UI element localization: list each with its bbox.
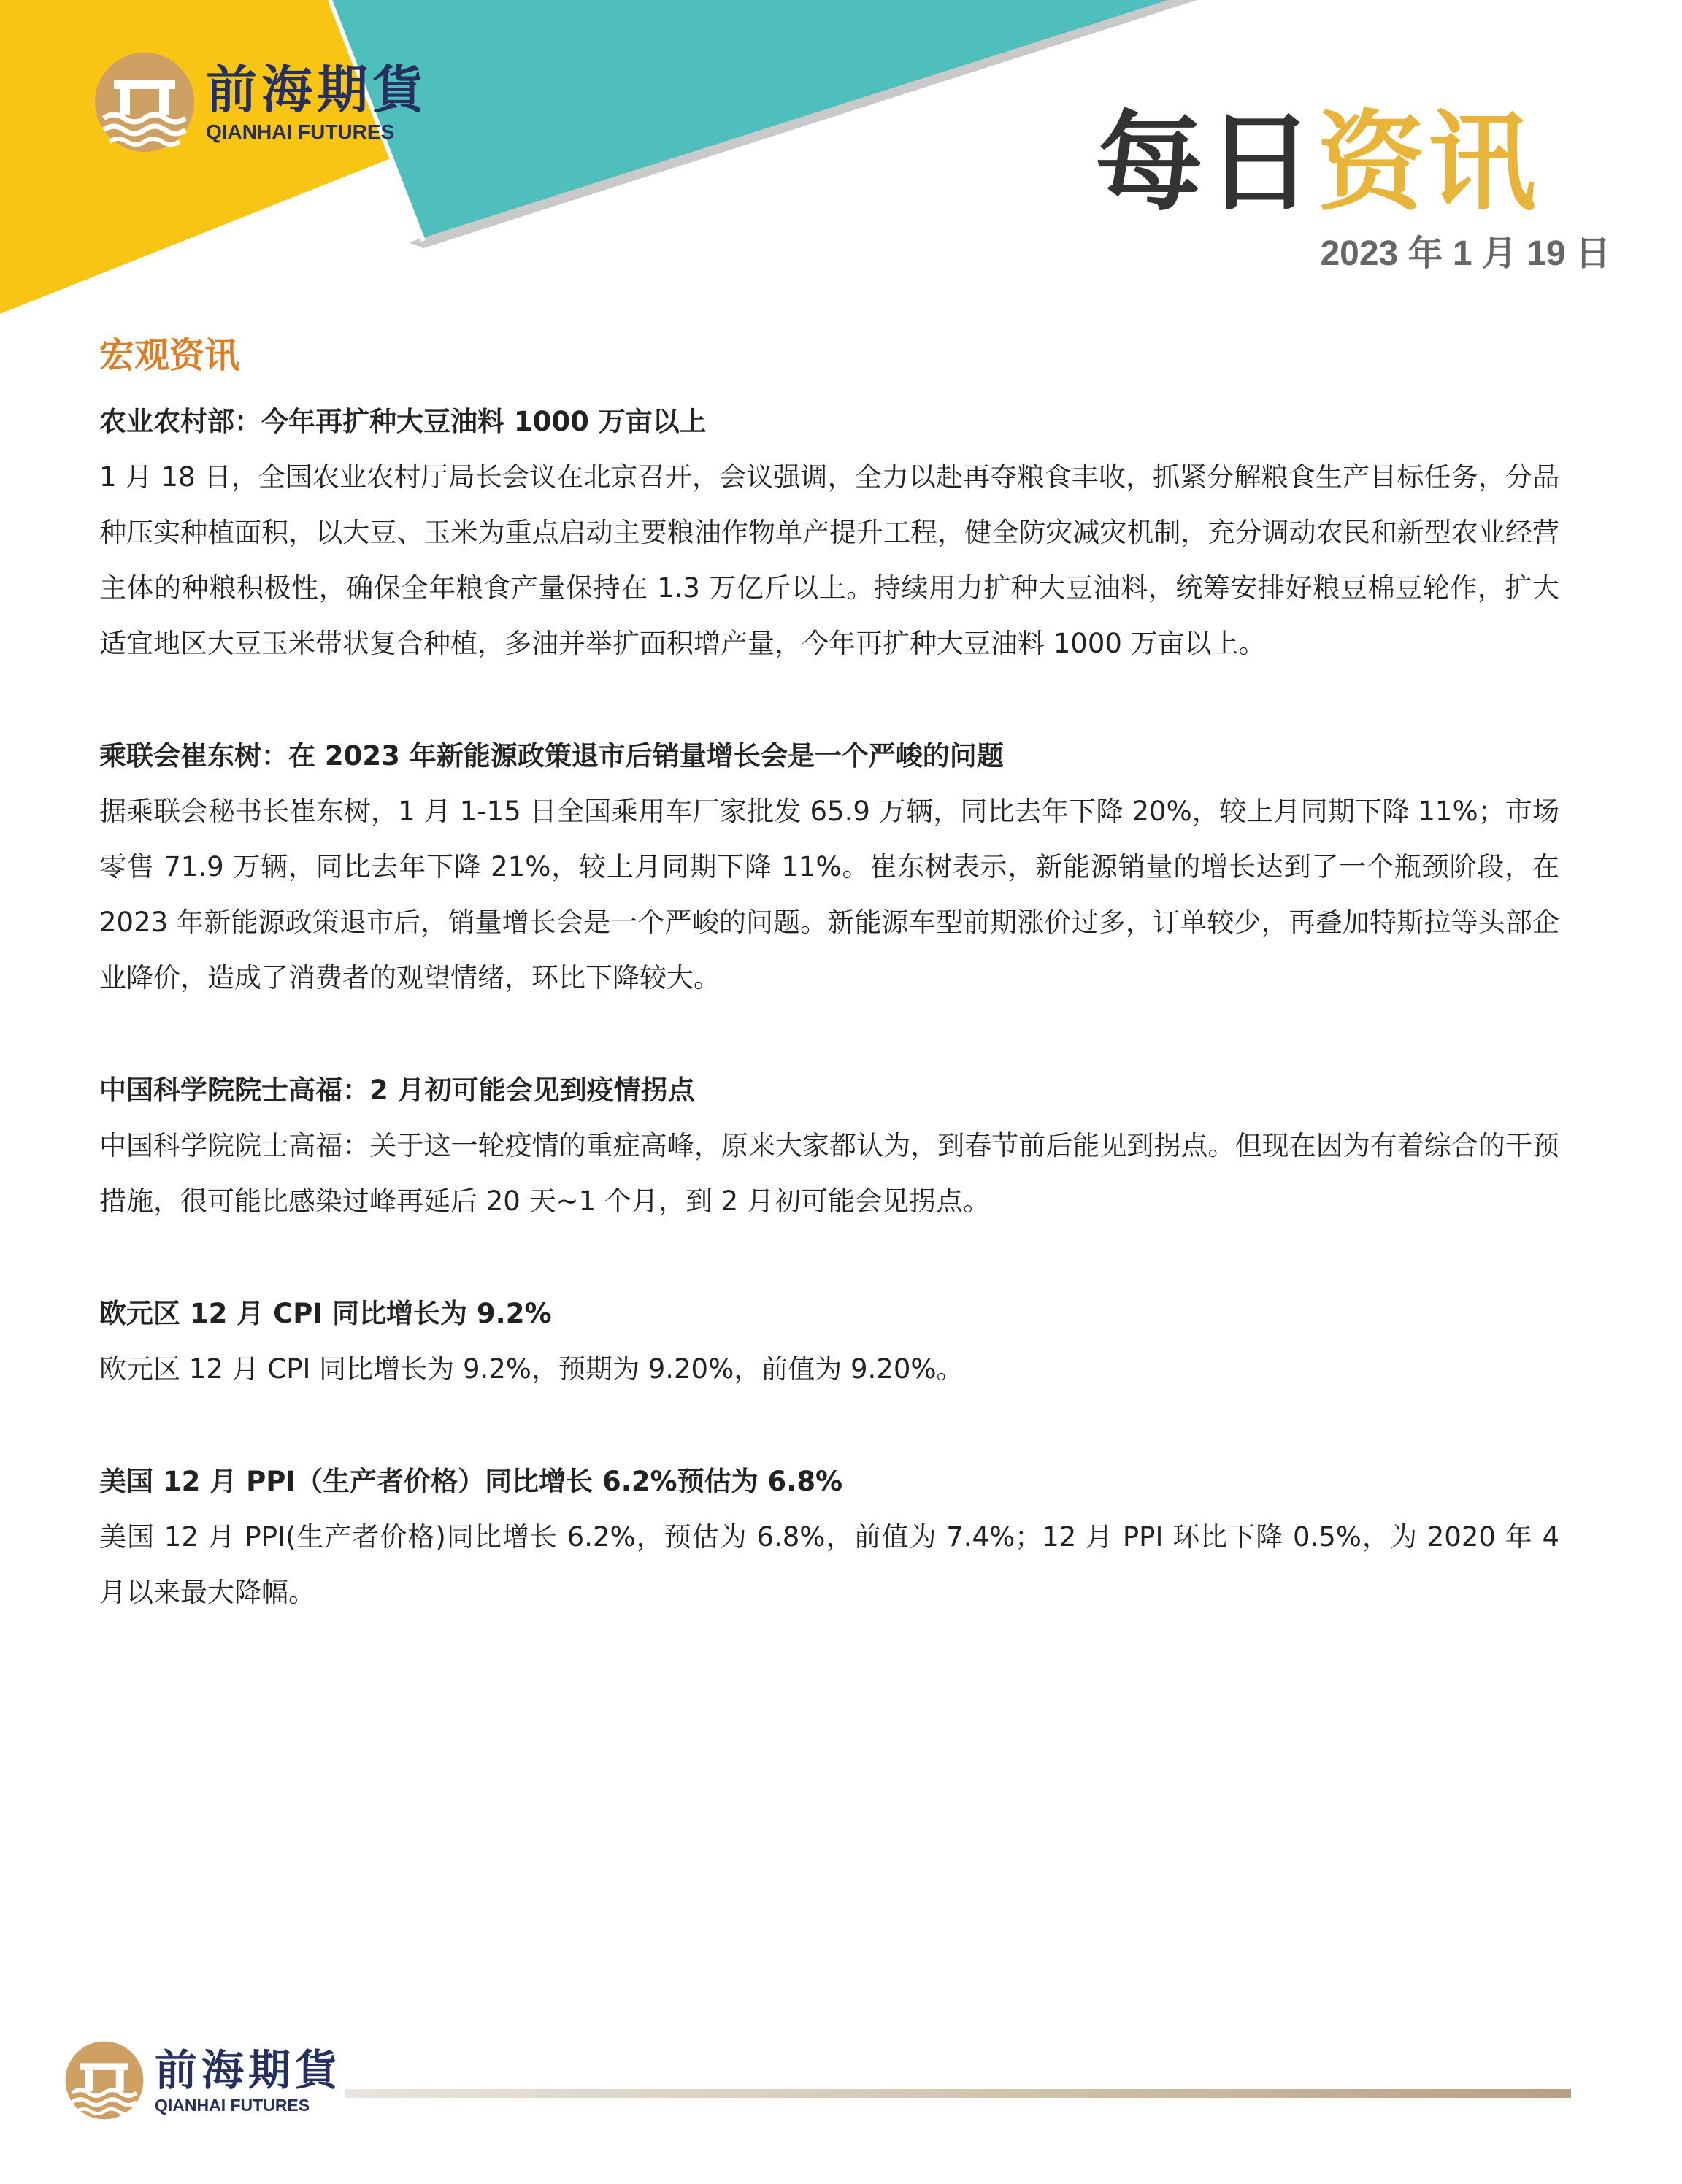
news-body: 欧元区 12 月 CPI 同比增长为 9.2%，预期为 9.20%，前值为 9.20%。: [99, 1353, 964, 1385]
news-item: [99, 728, 1559, 1006]
news-item: [99, 394, 1559, 672]
report-title: [1095, 101, 1539, 225]
news-item: [99, 1286, 1559, 1397]
news-title: 美国 12 月 PPI（生产者价格）同比增长 6.2%预估为 6.8%: [99, 1466, 843, 1497]
logo-emblem-icon: [93, 51, 196, 153]
news-title: 中国科学院院士高福：2 月初可能会见到疫情拐点: [99, 1074, 695, 1106]
teal-band-shape: [330, 0, 1168, 241]
footer-logo-name-cn: 前海期貨: [155, 2045, 342, 2095]
news-title: 农业农村部：今年再扩种大豆油料 1000 万亩以上: [99, 406, 707, 437]
news-body: 据乘联会秘书长崔东树，1 月 1-15 日全国乘用车厂家批发 65.9 万辆，同比去年下降 20%，较上月同期下降 11%；市场零售 71.9 万辆，同比去年下降 21%，较上月同期下降 11%。崔东树表示，新能源销量的增长达到了一个瓶颈阶段，在 2023 年新能源政策退市后，销量增长会是一个严峻的问题。新能源车型前期涨价过多，订单较少，再叠加特斯拉等头部企业降价，造成了消费者的观望情绪，环比下降较大。: [99, 796, 1559, 993]
footer-logo-emblem-icon: [64, 2040, 145, 2120]
news-title: 乘联会崔东树：在 2023 年新能源政策退市后销量增长会是一个严峻的问题: [99, 740, 1004, 772]
news-body: 美国 12 月 PPI(生产者价格)同比增长 6.2%，预估为 6.8%，前值为 7.4%；12 月 PPI 环比下降 0.5%，为 2020 年 4 月以来最大降幅。: [99, 1521, 1559, 1608]
news-body: 1 月 18 日，全国农业农村厅局长会议在北京召开，会议强调，全力以赴再夺粮食丰收，抓紧分解粮食生产目标任务，分品种压实种植面积，以大豆、玉米为重点启动主要粮油作物单产提升工程，健全防灾减灾机制，充分调动农民和新型农业经营主体的种粮积极性，确保全年粮食产量保持在 1.3 万亿斤以上。持续用力扩种大豆油料，统筹安排好粮豆棉豆轮作，扩大适宜地区大豆玉米带状复合种植，多油并举扩面积增产量，今年再扩种大豆油料 1000 万亩以上。: [99, 461, 1559, 659]
news-body: 中国科学院院士高福：关于这一轮疫情的重症高峰，原来大家都认为，到春节前后能见到拐点。但现在因为有着综合的干预措施，很可能比感染过峰再延后 20 天~1 个月，到 2 月初可能会见拐点。: [99, 1130, 1559, 1217]
report-date: 2023 年 1 月 19 日: [1320, 234, 1610, 273]
news-list: [99, 394, 1559, 1677]
footer-divider: [345, 2089, 1571, 2098]
footer-logo: [64, 2040, 342, 2120]
news-item: [99, 1454, 1559, 1620]
news-item: [99, 1063, 1559, 1229]
logo-name-cn: 前海期貨: [206, 59, 428, 120]
section-title: 宏观资讯: [99, 335, 240, 376]
logo-name-en: QIANHAI FUTURES: [206, 120, 395, 143]
report-title-part1: 每日: [1095, 100, 1317, 226]
footer-logo-name-en: QIANHAI FUTURES: [155, 2096, 310, 2115]
news-title: 欧元区 12 月 CPI 同比增长为 9.2%: [99, 1298, 552, 1329]
company-logo: [93, 51, 428, 153]
report-title-part2: 资讯: [1317, 100, 1539, 226]
